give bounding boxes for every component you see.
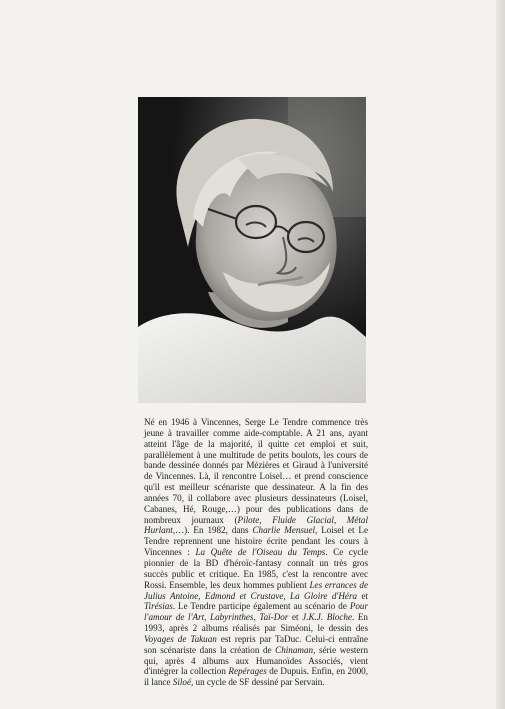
bio-text-run: est repris par TaDuc. Celui-ci entraîne son scénariste dans la création de (144, 633, 369, 655)
work-title: Repérages (228, 666, 267, 677)
bio-text-run: . Ce cycle pionnier de la BD d'héroïc-fantasy connaît un très gros succès public et critique. En 1985, c'est la rencontre avec Rossi. Ensemble, les deux hommes publient (144, 547, 368, 590)
work-title: Siloé (172, 677, 191, 688)
bio-text-run: , série western qui, après 4 albums aux Humanoïdes Associés, vient d'intégrer la collection (144, 644, 368, 677)
bio-text-run: . En 1993, après 2 albums réalisés par Siméoni, le dessin des (144, 612, 368, 634)
bio-text-run: . Le Tendre participe également au scénario de (172, 601, 350, 612)
portrait-illustration (138, 97, 366, 403)
biography-paragraph (144, 417, 368, 688)
bio-text-run: , un cycle de SF dessiné par Servain. (190, 677, 325, 688)
author-portrait-photo (138, 97, 366, 403)
work-title: Charlie Mensuel (252, 525, 316, 536)
work-title: Pilote, Fluide Glacial, Métal Hurlant (144, 514, 369, 536)
work-title: Les errances de Julius Antoine, Edmond et Crustave, La Gloire d'Héra (144, 579, 368, 601)
work-title: J.K.J. Bloche (302, 612, 352, 623)
work-title: Pour l'amour de l'Art, Labyrinthes, Taï-Dor (144, 601, 368, 623)
work-title: Chinaman (275, 644, 314, 655)
work-title: Voyages de Takuan (144, 633, 217, 644)
bio-text-run: , Loisel et Le Tendre reprennent une histoire écrite pendant les cours à Vincennes : (144, 525, 369, 558)
bio-text-run: ,…). En 1982, dans (172, 525, 253, 536)
biography-text (144, 417, 368, 688)
work-title: La Quête de l'Oiseau du Temps (195, 547, 326, 558)
bio-text-run: et (357, 590, 369, 601)
bio-text-run: de Dupuis. Enfin, en 2000, il lance (144, 666, 368, 688)
work-title: Tirésias (144, 601, 173, 612)
bio-text-run: Né en 1946 à Vincennes, Serge Le Tendre commence très jeune à travailler comme aide-comptable. A 21 ans, ayant atteint l'âge de la majorité, il quitte cet emploi et suit, parallèlement à une multitude de petits boulots, les cours de bande dessinée donnés par Mézières et Giraud à l'université de Vincennes. Là, il rencontre Loisel… et prend conscience qu'il est meilleur scénariste que dessinateur. A la fin des années 70, il collabore avec plusieurs dessinateurs (Loisel, Cabanes, Hé, Rouge,…) pour des publications dans de nombreux journaux ( (144, 417, 368, 525)
page-edge (496, 0, 505, 709)
bio-text-run: et (288, 612, 303, 623)
